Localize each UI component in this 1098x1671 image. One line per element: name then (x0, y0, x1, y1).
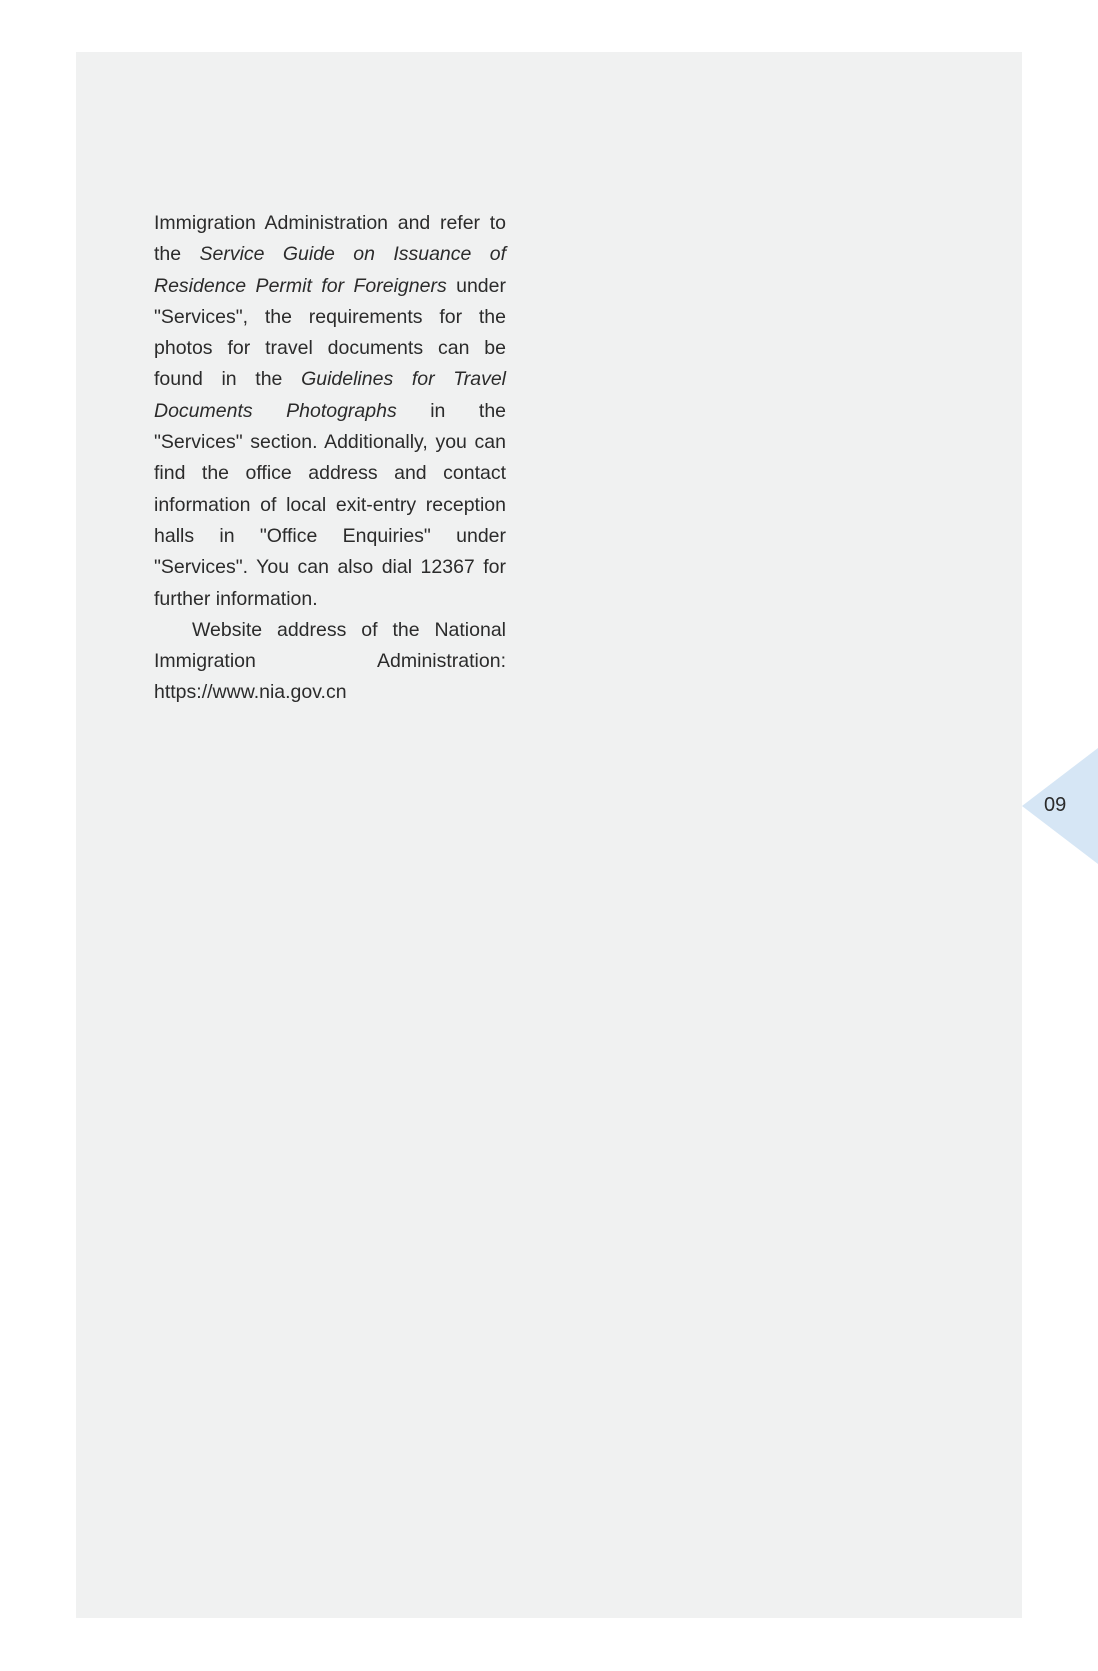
photo-guidelines-title: Guidelines for Travel Documents Photographs (154, 368, 506, 422)
paragraph-1-run-1: Immigration Administration and refer to the (154, 212, 506, 266)
paragraph-2: Website address of the National Immigration Administration: https://www.nia.gov.cn (154, 618, 506, 704)
body-text (154, 208, 506, 709)
service-guide-title: Service Guide on Issuance of Residence Permit for Foreigners (154, 243, 507, 297)
paragraph-1-run-3: in the "Services" section. Additionally, you can find the office address and contact information of local exit-entry reception halls in "Office Enquiries" under "Services". You can also dial 12367 for further information. (154, 399, 507, 610)
paragraph-1-run-2: under "Services", the requirements for the photos for travel documents can be found in the (154, 274, 506, 391)
page-number: 09 (1044, 794, 1067, 816)
paragraph-1 (154, 208, 506, 615)
